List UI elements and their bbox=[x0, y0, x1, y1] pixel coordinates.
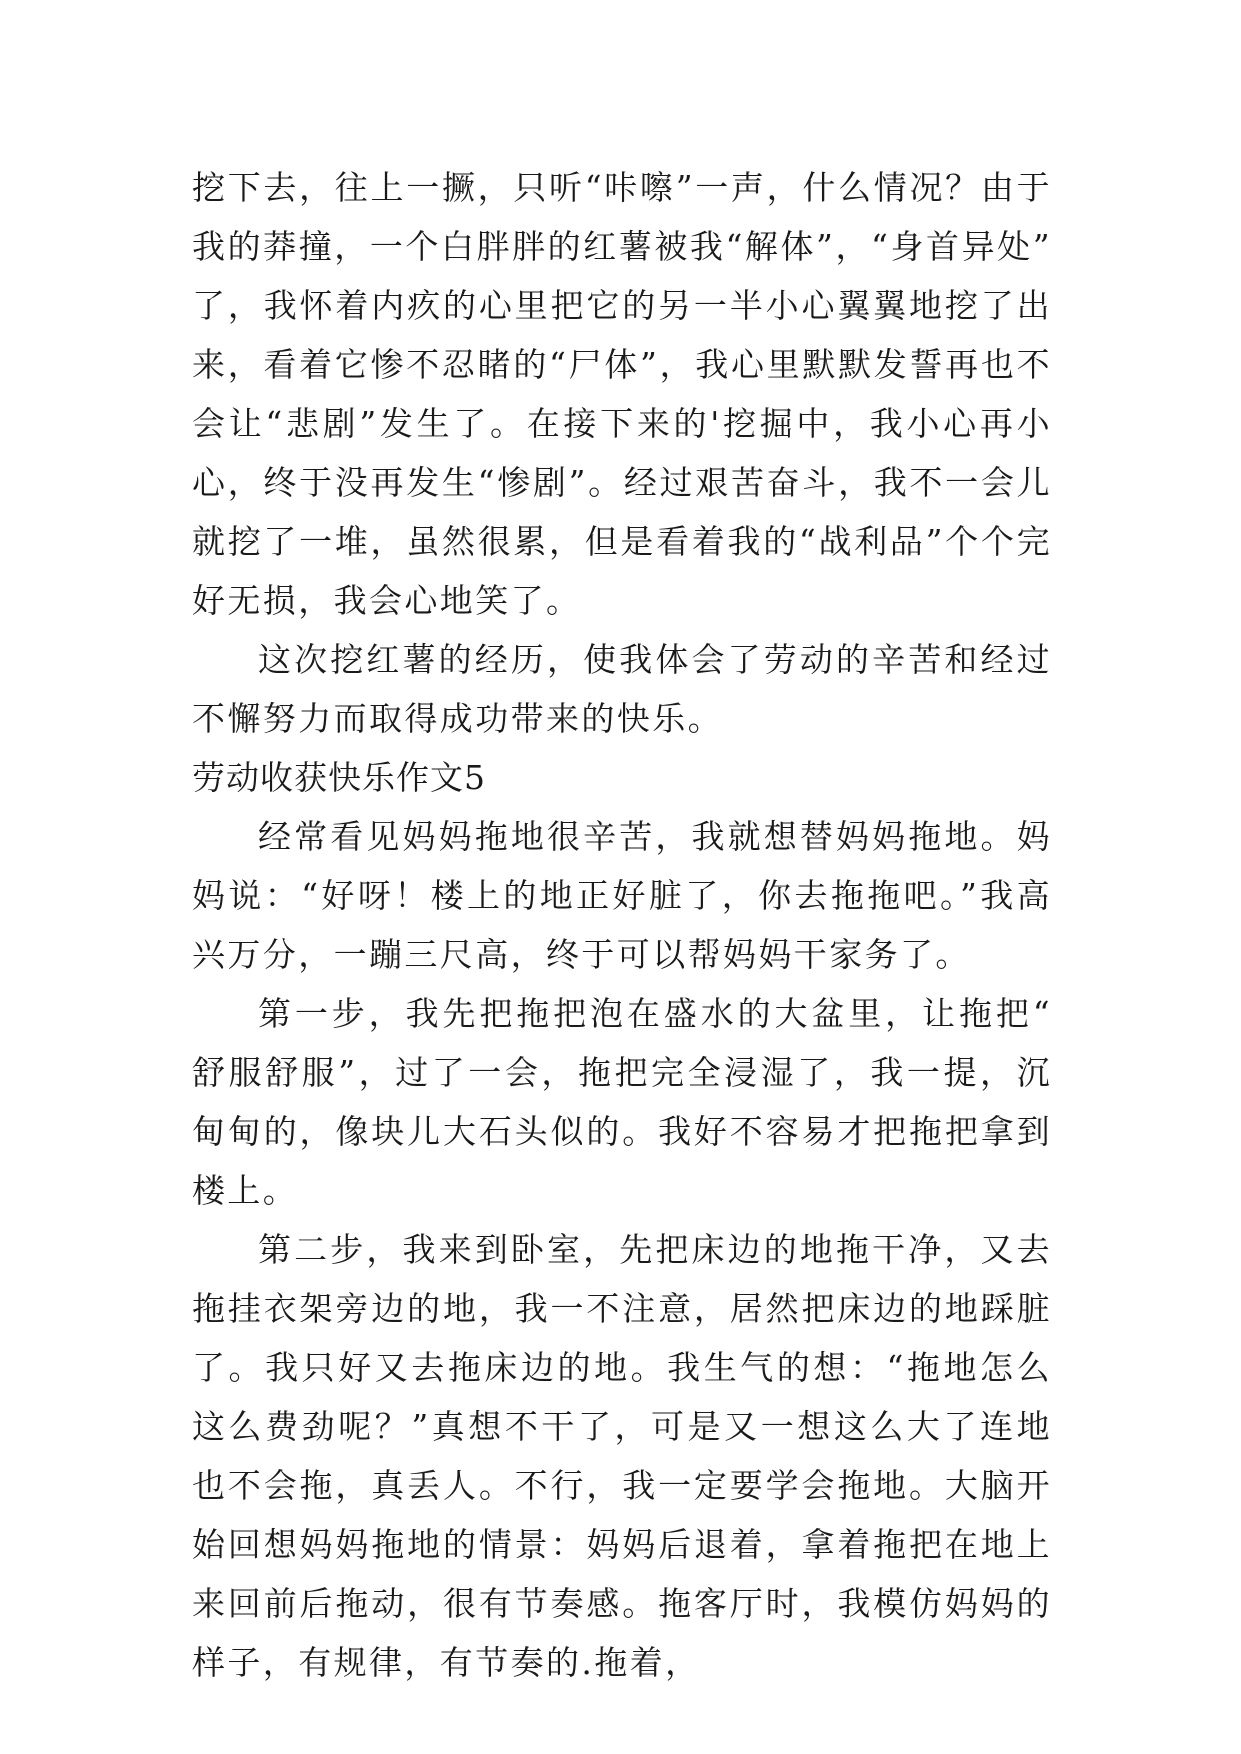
section-title: 劳动收获快乐作文5 bbox=[192, 758, 486, 797]
paragraph-4: 第一步，我先把拖把泡在盛水的大盆里，让拖把“舒服舒服”，过了一会，拖把完全浸湿了，我一提，沉甸甸的，像块儿大石头似的。我好不容易才把拖把拿到楼上。 bbox=[192, 994, 1052, 1210]
paragraph-1: 挖下去，往上一撅，只听“咔嚓”一声，什么情况？由于我的莽撞，一个白胖胖的红薯被我“解体”，“身首异处”了，我怀着内疚的心里把它的另一半小心翼翼地挖了出来，看着它惨不忍睹的“尸体”，我心里默默发誓再也不会让“悲剧”发生了。在接下来的'挖掘中，我小心再小心，终于没再发生“惨剧”。经过艰苦奋斗，我不一会儿就挖了一堆，虽然很累，但是看着我的“战利品”个个完好无损，我会心地笑了。 bbox=[192, 168, 1052, 620]
paragraph-3: 经常看见妈妈拖地很辛苦，我就想替妈妈拖地。妈妈说：“好呀！楼上的地正好脏了，你去拖拖吧。”我高兴万分，一蹦三尺高，终于可以帮妈妈干家务了。 bbox=[192, 817, 1052, 974]
paragraph-2: 这次挖红薯的经历，使我体会了劳动的辛苦和经过不懈努力而取得成功带来的快乐。 bbox=[192, 640, 1052, 738]
paragraph-5: 第二步，我来到卧室，先把床边的地拖干净，又去拖挂衣架旁边的地，我一不注意，居然把床边的地踩脏了。我只好又去拖床边的地。我生气的想：“拖地怎么这么费劲呢？”真想不干了，可是又一想这么大了连地也不会拖，真丢人。不行，我一定要学会拖地。大脑开始回想妈妈拖地的情景：妈妈后退着，拿着拖把在地上来回前后拖动，很有节奏感。拖客厅时，我模仿妈妈的样子，有规律，有节奏的.拖着， bbox=[192, 1230, 1052, 1682]
document-body bbox=[192, 158, 1052, 1692]
